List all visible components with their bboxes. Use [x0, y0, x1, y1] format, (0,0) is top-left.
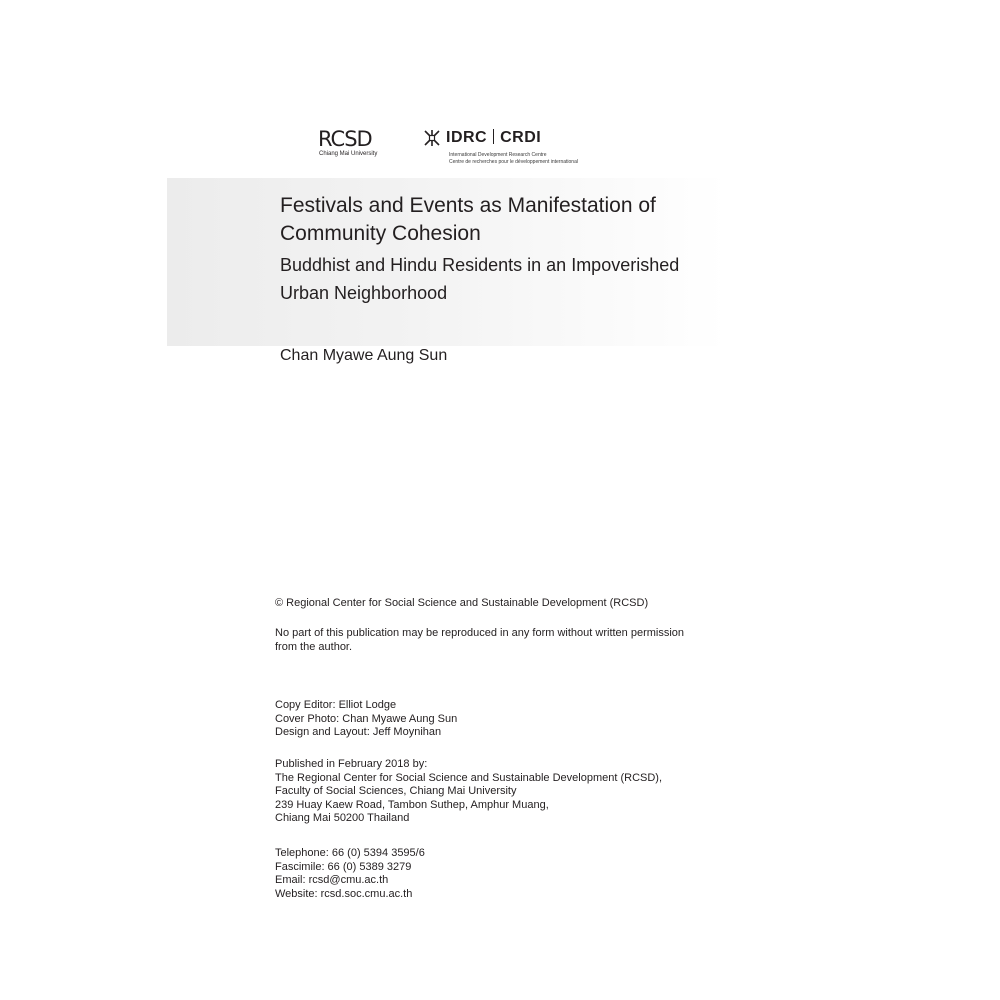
book-subtitle: [280, 251, 679, 307]
book-title-line: Festivals and Events as Manifestation of: [280, 194, 656, 217]
idrc-name-en: IDRC: [446, 129, 488, 146]
reproduction-notice-line: No part of this publication may be reproduced in any form without written permission: [275, 627, 685, 639]
rcsd-logo: [318, 128, 380, 162]
book-subtitle-line: Urban Neighborhood: [280, 283, 448, 303]
publisher-line: The Regional Center for Social Science and Sustainable Development (RCSD),: [275, 771, 663, 784]
copyright-notice: © Regional Center for Social Science and Sustainable Development (RCSD): [275, 597, 649, 609]
idrc-line-fr: Centre de recherches pour le développement international: [449, 159, 578, 165]
idrc-logo-wordmark: [446, 129, 541, 147]
credit-line: Cover Photo: Chan Myawe Aung Sun: [275, 712, 458, 725]
idrc-name-fr: CRDI: [500, 129, 542, 146]
publisher-line: Chiang Mai 50200 Thailand: [275, 812, 410, 824]
book-title: [280, 192, 656, 248]
reproduction-notice: [275, 627, 684, 654]
credits-list: [275, 699, 457, 740]
book-title-line: Community Cohesion: [280, 222, 481, 245]
idrc-divider: [493, 129, 494, 144]
credit-line: Design and Layout: Jeff Moynihan: [275, 726, 442, 738]
rcsd-logo-subtitle: Chiang Mai University: [319, 151, 378, 157]
author-name: Chan Myawe Aung Sun: [280, 347, 448, 364]
idrc-emblem-icon: [423, 129, 441, 147]
contact-website: Website: rcsd.soc.cmu.ac.th: [275, 887, 413, 900]
idrc-logo: [423, 129, 603, 169]
publisher-info: [275, 758, 662, 826]
book-subtitle-line: Buddhist and Hindu Residents in an Impoverished: [280, 255, 680, 275]
credit-line: Copy Editor: Elliot Lodge: [275, 699, 397, 711]
contact-telephone: Telephone: 66 (0) 5394 3595/6: [275, 847, 425, 859]
rcsd-logo-mark: RCSD: [318, 127, 372, 151]
publisher-line: Faculty of Social Sciences, Chiang Mai University: [275, 785, 517, 797]
reproduction-notice-line: from the author.: [275, 640, 353, 653]
contact-info: [275, 847, 425, 901]
publisher-line: Published in February 2018 by:: [275, 758, 428, 770]
contact-email: Email: rcsd@cmu.ac.th: [275, 874, 389, 886]
idrc-line-en: International Development Research Centre: [449, 152, 547, 158]
publisher-line: 239 Huay Kaew Road, Tambon Suthep, Amphur Muang,: [275, 798, 549, 811]
contact-facsimile: Fascimile: 66 (0) 5389 3279: [275, 860, 412, 873]
